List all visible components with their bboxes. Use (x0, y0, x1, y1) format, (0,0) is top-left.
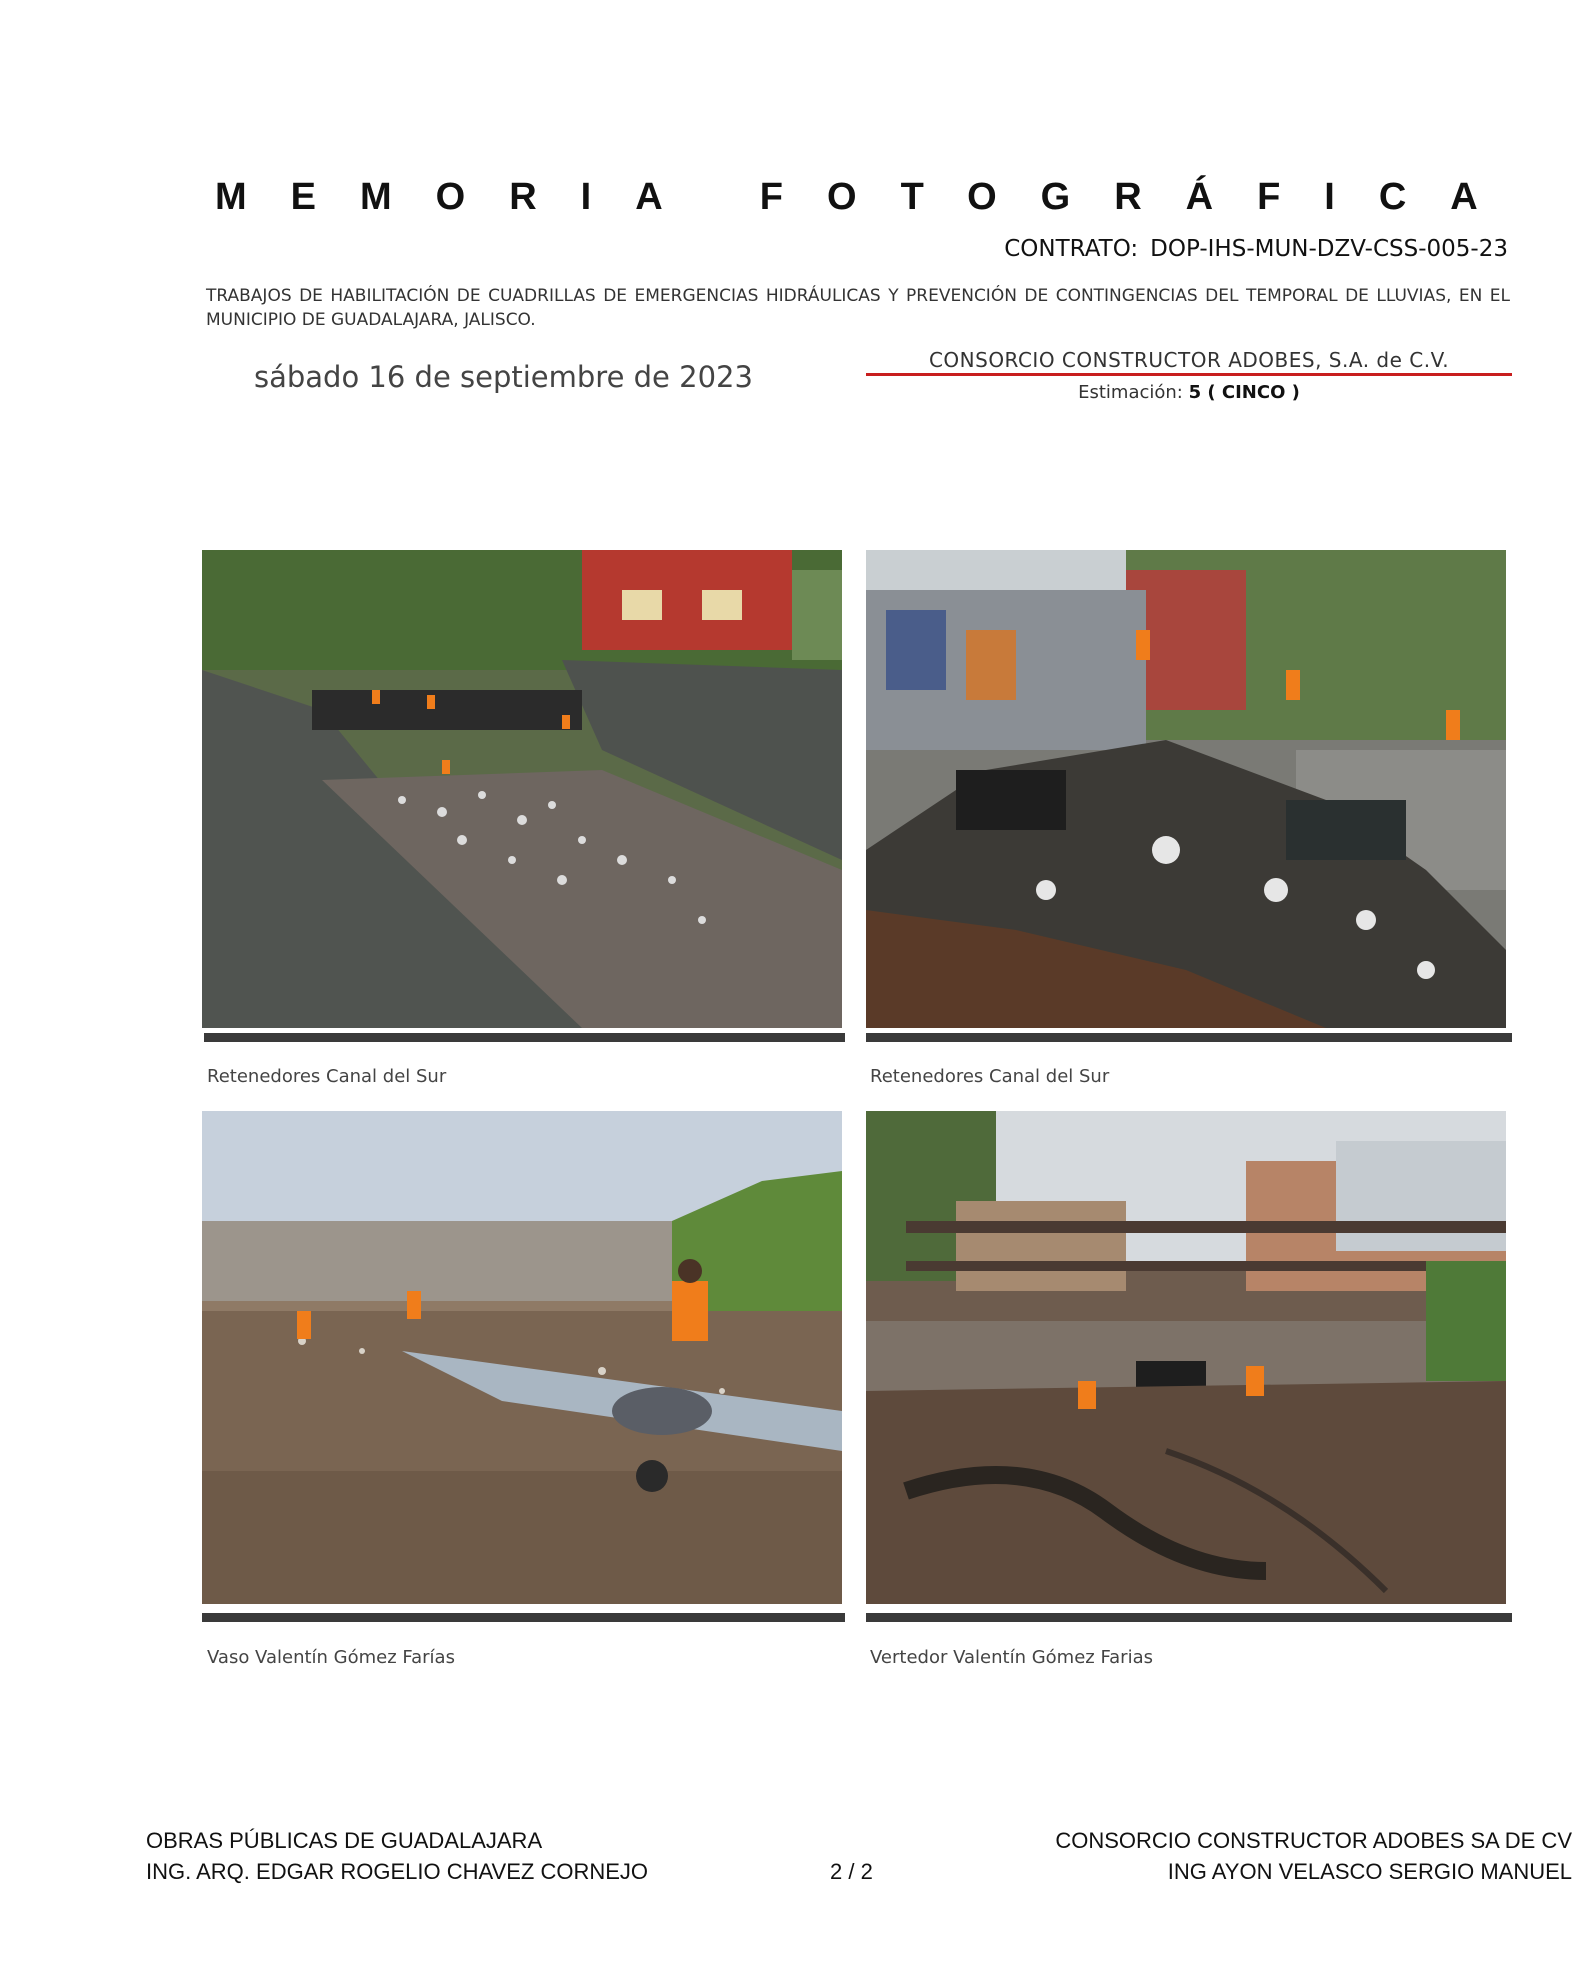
page-number: 2 / 2 (830, 1859, 873, 1884)
photo-caption-2: Retenedores Canal del Sur (870, 1066, 1110, 1087)
footer-right-line1: CONSORCIO CONSTRUCTOR ADOBES SA DE CV (1055, 1828, 1572, 1853)
photo-vaso-valentin (202, 1111, 842, 1604)
photo-shadow-4 (866, 1613, 1512, 1622)
document-title: MEMORIA FOTOGRÁFICA (215, 176, 1522, 218)
photo-caption-3: Vaso Valentín Gómez Farías (207, 1647, 455, 1668)
estimate-line (866, 382, 1512, 403)
estimate-label: Estimación: (1078, 382, 1183, 403)
photo-caption-1: Retenedores Canal del Sur (207, 1066, 447, 1087)
photo-canal-retainers-2 (866, 550, 1506, 1028)
company-name: CONSORCIO CONSTRUCTOR ADOBES, S.A. de C.V. (928, 348, 1450, 372)
estimate-value: 5 ( CINCO ) (1188, 382, 1300, 403)
footer-left (146, 1825, 648, 1887)
footer-left-line2: ING. ARQ. EDGAR ROGELIO CHAVEZ CORNEJO (146, 1859, 649, 1884)
photo-vertedor-valentin (866, 1111, 1506, 1604)
footer-right (1055, 1825, 1572, 1887)
photo-canal-retainers-1 (202, 550, 842, 1028)
work-description: TRABAJOS DE HABILITACIÓN DE CUADRILLAS DE EMERGENCIAS HIDRÁULICAS Y PREVENCIÓN DE CONTINGENCIAS DEL TEMPORAL DE LLUVIAS, EN EL MUNICIPIO DE GUADALAJARA, JALISCO. (206, 286, 1510, 330)
photo-shadow-3 (202, 1613, 845, 1622)
photo-caption-4: Vertedor Valentín Gómez Farias (870, 1647, 1153, 1668)
photo-shadow-2 (866, 1033, 1512, 1042)
contract-label: CONTRATO: (1004, 236, 1139, 262)
footer-left-line1: OBRAS PÚBLICAS DE GUADALAJARA (146, 1828, 543, 1853)
report-date: sábado 16 de septiembre de 2023 (254, 360, 753, 394)
contract-code: DOP-IHS-MUN-DZV-CSS-005-23 (1150, 236, 1508, 262)
red-divider (866, 373, 1512, 376)
contract-line (1004, 236, 1508, 262)
footer-right-line2: ING AYON VELASCO SERGIO MANUEL (1167, 1859, 1572, 1884)
photo-shadow-1 (204, 1033, 845, 1042)
